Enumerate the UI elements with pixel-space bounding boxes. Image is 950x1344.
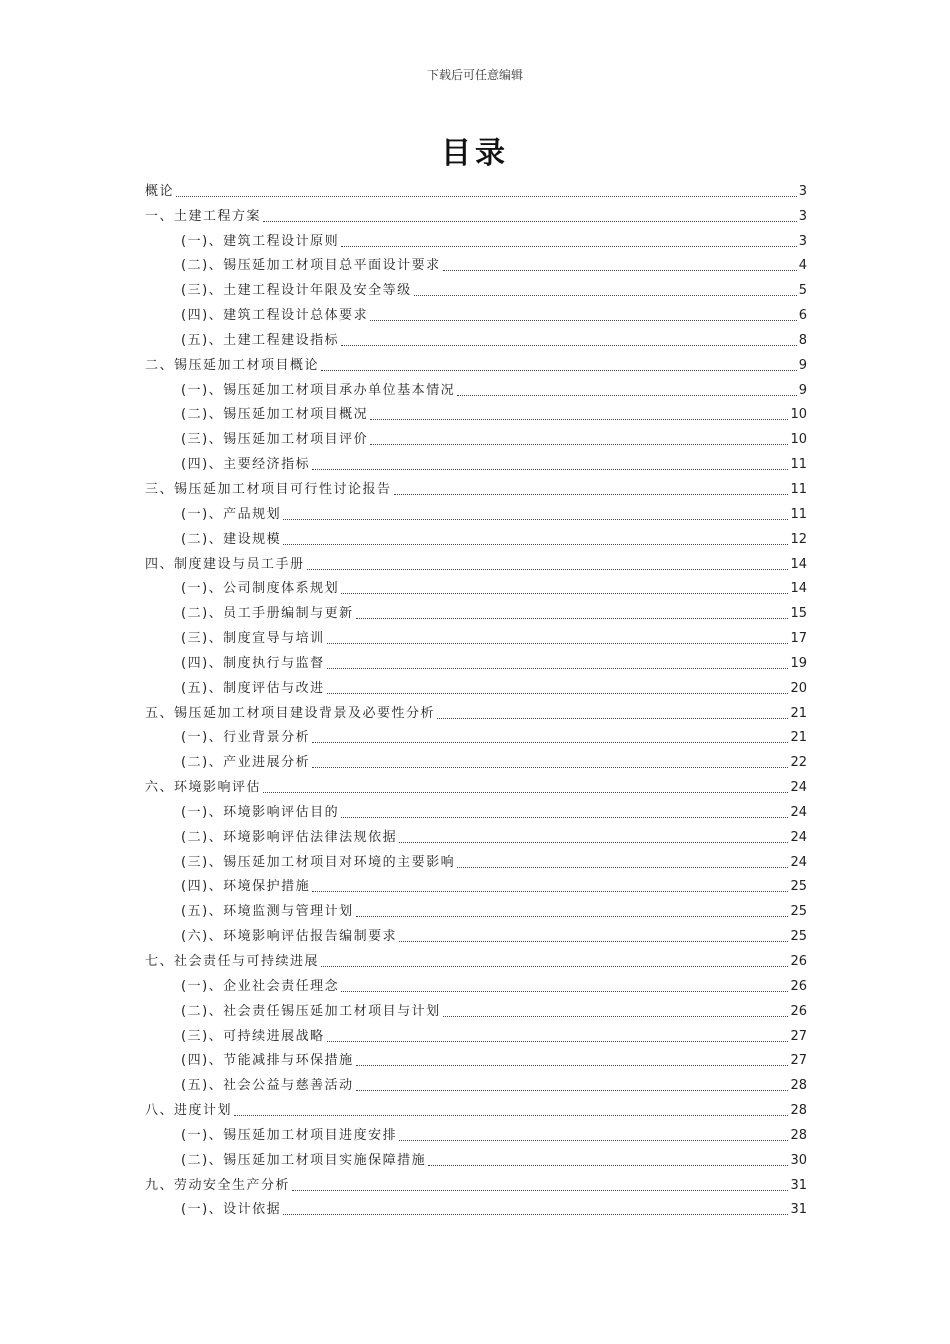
toc-entry-page: 10: [790, 407, 807, 423]
toc-entry[interactable]: [145, 375, 807, 400]
toc-entry-label: 八、进度计划: [145, 1103, 233, 1119]
toc-entry-page: 20: [790, 680, 807, 696]
toc-entry-page: 24: [790, 854, 807, 870]
toc-entry[interactable]: [145, 822, 807, 847]
toc-leader-dots: [312, 766, 788, 768]
toc-entry-page: 3: [798, 208, 807, 224]
toc-leader-dots: [176, 195, 797, 197]
toc-entry[interactable]: [145, 698, 807, 723]
toc-entry[interactable]: [145, 946, 807, 971]
toc-entry[interactable]: [145, 524, 807, 549]
toc-entry-label: (一)、建筑工程设计原则: [181, 233, 340, 249]
toc-entry[interactable]: [145, 872, 807, 897]
toc-entry-label: 三、锡压延加工材项目可行性讨论报告: [145, 481, 392, 497]
toc-entry-label: (五)、土建工程建设指标: [181, 332, 340, 348]
toc-leader-dots: [356, 617, 789, 619]
toc-entry-page: 30: [790, 1152, 807, 1168]
toc-leader-dots: [312, 468, 788, 470]
toc-leader-dots: [437, 717, 788, 719]
toc-entry-page: 25: [790, 904, 807, 920]
toc-entry[interactable]: [145, 251, 807, 276]
toc-leader-dots: [283, 518, 788, 520]
toc-entry[interactable]: [145, 1170, 807, 1195]
toc-entry[interactable]: [145, 623, 807, 648]
toc-entry-page: 4: [798, 258, 807, 274]
toc-entry[interactable]: [145, 574, 807, 599]
toc-entry-page: 9: [798, 382, 807, 398]
toc-leader-dots: [321, 369, 797, 371]
toc-entry-page: 11: [790, 457, 807, 473]
toc-entry-page: 11: [790, 481, 807, 497]
toc-entry-label: 七、社会责任与可持续进展: [145, 954, 320, 969]
toc-entry[interactable]: [145, 1046, 807, 1071]
toc-entry-page: 21: [790, 705, 807, 721]
table-of-contents: [145, 176, 807, 1219]
toc-leader-dots: [341, 990, 788, 992]
toc-entry-label: (四)、建筑工程设计总体要求: [181, 308, 369, 324]
toc-entry-page: 27: [790, 1053, 807, 1069]
toc-entry-label: (二)、锡压延加工材项目概况: [181, 407, 369, 423]
toc-entry[interactable]: [145, 201, 807, 226]
toc-entry[interactable]: [145, 648, 807, 673]
toc-entry-label: (四)、节能减排与环保措施: [181, 1053, 354, 1069]
toc-leader-dots: [312, 741, 788, 743]
toc-leader-dots: [341, 592, 788, 594]
toc-entry-label: (二)、社会责任锡压延加工材项目与计划: [181, 1003, 441, 1019]
toc-leader-dots: [399, 841, 788, 843]
toc-entry-label: (一)、产品规划: [181, 506, 282, 522]
toc-entry[interactable]: [145, 226, 807, 251]
toc-leader-dots: [356, 1064, 789, 1066]
toc-entry[interactable]: [145, 499, 807, 524]
toc-entry-page: 24: [790, 829, 807, 845]
toc-entry-page: 12: [790, 531, 807, 547]
toc-leader-dots: [327, 692, 789, 694]
toc-entry[interactable]: [145, 275, 807, 300]
toc-entry-label: 一、土建工程方案: [145, 208, 262, 224]
toc-leader-dots: [443, 269, 797, 271]
toc-entry-page: 6: [798, 308, 807, 324]
toc-entry[interactable]: [145, 797, 807, 822]
toc-entry-page: 28: [790, 1127, 807, 1143]
toc-leader-dots: [399, 940, 788, 942]
toc-entry[interactable]: [145, 971, 807, 996]
toc-leader-dots: [283, 1213, 788, 1215]
toc-entry-label: (二)、建设规模: [181, 531, 282, 547]
toc-entry-label: (三)、土建工程设计年限及安全等级: [181, 283, 412, 299]
toc-leader-dots: [428, 1164, 788, 1166]
toc-entry-page: 15: [790, 606, 807, 622]
toc-entry[interactable]: [145, 673, 807, 698]
toc-leader-dots: [457, 866, 788, 868]
toc-entry[interactable]: [145, 723, 807, 748]
toc-entry-page: 11: [790, 506, 807, 522]
toc-leader-dots: [263, 791, 788, 793]
toc-entry-page: 8: [798, 332, 807, 348]
toc-entry[interactable]: [145, 449, 807, 474]
toc-entry[interactable]: [145, 424, 807, 449]
toc-entry-page: 31: [790, 1177, 807, 1193]
toc-entry-label: (二)、产业进展分析: [181, 755, 311, 771]
toc-leader-dots: [327, 667, 789, 669]
toc-entry-label: 概论: [145, 183, 175, 199]
toc-entry-page: 10: [790, 432, 807, 448]
toc-leader-dots: [370, 418, 788, 420]
toc-entry-label: (四)、制度执行与监督: [181, 655, 325, 671]
toc-entry-label: (三)、可持续进展战略: [181, 1028, 325, 1044]
toc-entry-page: 26: [790, 978, 807, 994]
toc-entry-label: (一)、公司制度体系规划: [181, 581, 340, 597]
toc-entry-label: (二)、员工手册编制与更新: [181, 606, 354, 622]
toc-entry[interactable]: [145, 747, 807, 772]
toc-entry-label: (二)、锡压延加工材项目总平面设计要求: [181, 258, 441, 274]
toc-entry-page: 24: [790, 804, 807, 820]
toc-leader-dots: [327, 1040, 789, 1042]
toc-entry[interactable]: [145, 325, 807, 350]
toc-entry-page: 26: [790, 1003, 807, 1019]
toc-entry[interactable]: [145, 549, 807, 574]
toc-entry-page: 3: [798, 233, 807, 249]
toc-leader-dots: [414, 294, 797, 296]
toc-entry-label: 二、锡压延加工材项目概论: [145, 357, 320, 373]
toc-entry[interactable]: [145, 1145, 807, 1170]
toc-entry-label: (三)、锡压延加工材项目对环境的主要影响: [181, 854, 456, 870]
toc-entry-page: 25: [790, 929, 807, 945]
toc-leader-dots: [292, 1189, 788, 1191]
toc-entry-page: 14: [790, 556, 807, 572]
toc-entry-label: (一)、行业背景分析: [181, 730, 311, 746]
toc-entry-page: 26: [790, 954, 807, 969]
toc-entry-page: 24: [790, 780, 807, 796]
toc-entry-label: (六)、环境影响评估报告编制要求: [181, 929, 398, 945]
toc-entry-label: 九、劳动安全生产分析: [145, 1177, 291, 1193]
toc-entry-label: (一)、锡压延加工材项目承办单位基本情况: [181, 382, 456, 398]
toc-leader-dots: [263, 220, 797, 222]
toc-entry[interactable]: [145, 1195, 807, 1220]
toc-leader-dots: [341, 245, 797, 247]
toc-leader-dots: [341, 344, 797, 346]
toc-leader-dots: [356, 1089, 789, 1091]
toc-entry-page: 28: [790, 1078, 807, 1094]
toc-entry-label: (一)、环境影响评估目的: [181, 804, 340, 820]
toc-entry-label: 四、制度建设与员工手册: [145, 556, 305, 572]
toc-entry[interactable]: [145, 1021, 807, 1046]
toc-entry-label: (一)、设计依据: [181, 1202, 282, 1218]
toc-entry-page: 28: [790, 1103, 807, 1119]
toc-leader-dots: [341, 816, 788, 818]
toc-entry-label: (一)、企业社会责任理念: [181, 978, 340, 994]
toc-entry-label: (四)、环境保护措施: [181, 879, 311, 895]
toc-entry-page: 21: [790, 730, 807, 746]
toc-entry-page: 19: [790, 655, 807, 671]
toc-leader-dots: [312, 890, 788, 892]
toc-entry[interactable]: [145, 474, 807, 499]
toc-entry-page: 31: [790, 1202, 807, 1218]
toc-entry[interactable]: [145, 921, 807, 946]
toc-leader-dots: [370, 443, 788, 445]
toc-leader-dots: [321, 965, 788, 967]
toc-leader-dots: [457, 394, 797, 396]
toc-leader-dots: [443, 1015, 789, 1017]
toc-entry-page: 5: [798, 283, 807, 299]
toc-entry[interactable]: [145, 350, 807, 375]
toc-entry-label: (五)、环境监测与管理计划: [181, 904, 354, 920]
toc-entry[interactable]: [145, 847, 807, 872]
toc-entry-label: (五)、制度评估与改进: [181, 680, 325, 696]
toc-entry[interactable]: [145, 996, 807, 1021]
toc-entry-label: (三)、锡压延加工材项目评价: [181, 432, 369, 448]
toc-entry[interactable]: [145, 1095, 807, 1120]
toc-entry-label: (三)、制度宣导与培训: [181, 631, 325, 647]
toc-entry-page: 9: [798, 357, 807, 373]
toc-entry[interactable]: [145, 1120, 807, 1145]
toc-leader-dots: [356, 915, 789, 917]
toc-leader-dots: [399, 1139, 788, 1141]
toc-entry[interactable]: [145, 598, 807, 623]
toc-entry-label: (五)、社会公益与慈善活动: [181, 1078, 354, 1094]
toc-entry-label: (二)、环境影响评估法律法规依据: [181, 829, 398, 845]
toc-entry[interactable]: [145, 772, 807, 797]
toc-entry-label: (二)、锡压延加工材项目实施保障措施: [181, 1152, 427, 1168]
toc-entry-label: (四)、主要经济指标: [181, 457, 311, 473]
toc-entry-page: 25: [790, 879, 807, 895]
toc-entry-page: 14: [790, 581, 807, 597]
toc-entry-page: 22: [790, 755, 807, 771]
toc-leader-dots: [307, 568, 789, 570]
toc-entry[interactable]: [145, 176, 807, 201]
toc-leader-dots: [283, 543, 788, 545]
header-note: 下载后可任意编辑: [426, 68, 523, 82]
toc-entry-page: 3: [798, 183, 807, 199]
toc-entry[interactable]: [145, 400, 807, 425]
toc-entry-page: 17: [790, 631, 807, 647]
toc-entry[interactable]: [145, 300, 807, 325]
toc-leader-dots: [327, 642, 789, 644]
toc-entry-label: 五、锡压延加工材项目建设背景及必要性分析: [145, 705, 436, 721]
toc-entry-label: (一)、锡压延加工材项目进度安排: [181, 1127, 398, 1143]
toc-leader-dots: [394, 493, 789, 495]
toc-entry-page: 27: [790, 1028, 807, 1044]
page-title: 目录: [441, 136, 509, 171]
toc-leader-dots: [234, 1114, 788, 1116]
toc-entry[interactable]: [145, 1070, 807, 1095]
toc-entry[interactable]: [145, 896, 807, 921]
toc-leader-dots: [370, 319, 797, 321]
toc-entry-label: 六、环境影响评估: [145, 780, 262, 796]
